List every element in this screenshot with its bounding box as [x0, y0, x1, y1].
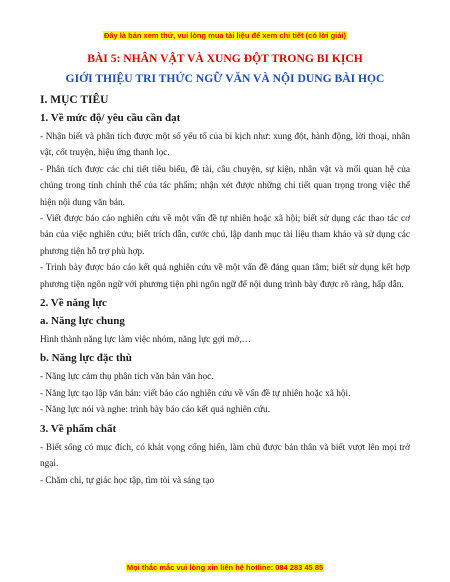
paragraph: - Nhận biết và phân tích được một số yếu tố của bi kịch như: xung đột, hành động, lời thoại, nhân vật, cốt truyện, hiệu ứng thanh lọc. [40, 132, 410, 159]
subsection-heading: b. Năng lực đặc thù [40, 352, 132, 365]
paragraph: - Trình bày được báo cáo kết quả nghiên cứu về một vấn đề đáng quan tâm; biết sử dụng kết hợp phương tiện ngôn ngữ với phương tiện phi ngôn ngữ để nội dung trình bày được rõ ràng, hấp dẫn. [40, 263, 410, 290]
subsection-heading: 3. Về phẩm chất [40, 422, 117, 435]
hotline-banner-text: Mọi thắc mắc vui lòng xin liên hệ hotline: 084 283 45 85 [126, 563, 324, 572]
paragraph: - Năng lực cảm thụ phân tích văn bản văn học. [40, 372, 214, 383]
paragraph: - Năng lực tạo lập văn bản: viết báo cáo nghiên cứu về vấn đề tự nhiên hoặc xã hội. [40, 388, 351, 399]
preview-banner [0, 25, 450, 43]
section-heading: I. MỤC TIÊU [40, 94, 109, 106]
paragraph: - Biết sống có mục đích, có khát vọng cống hiến, làm chủ được bản thân và biết vượt lên mọi trở ngại. [40, 442, 410, 470]
subsection-heading: 2. Về năng lực [40, 297, 107, 310]
hotline-banner [0, 557, 450, 575]
subsection-heading: 1. Về mức độ/ yêu cầu cần đạt [40, 112, 181, 124]
paragraph: - Phân tích được các chi tiết tiêu biểu, đề tài, câu chuyện, sự kiện, nhân vật và mối quan hệ của chúng trong tính chỉnh thể của tác phẩm; nhận xét được những chi tiết quan trọng trong việc thể hiện nội dung văn bản. [40, 164, 410, 208]
document-body [40, 52, 410, 489]
lesson-title: BÀI 5: NHÂN VẬT VÀ XUNG ĐỘT TRONG BI KỊCH [87, 52, 363, 65]
subsection-heading: a. Năng lực chung [40, 315, 125, 328]
paragraph: - Chăm chỉ, tự giác học tập, tìm tòi và sáng tạo [40, 475, 215, 486]
paragraph: - Viết được báo cáo nghiên cứu về một vấn đề tự nhiên hoặc xã hội; biết sử dụng các thao tác cơ bản của việc nghiên cứu; biết trích dẫn, cước chú, lập danh mục tài liệu tham khảo và sử dụng các phương tiện hỗ trợ phù hợp. [40, 214, 410, 257]
preview-banner-text: Đây là bản xem thử, vui lòng mua tài liệu để xem chi tiết (có lời giải) [103, 31, 347, 40]
paragraph: - Năng lực nói và nghe: trình bày báo cáo kết quả nghiên cứu. [40, 405, 271, 416]
lesson-subtitle: GIỚI THIỆU TRI THỨC NGỮ VĂN VÀ NỘI DUNG BÀI HỌC [65, 72, 385, 85]
paragraph: Hình thành năng lực làm việc nhóm, năng lực gợi mở,… [40, 335, 251, 346]
